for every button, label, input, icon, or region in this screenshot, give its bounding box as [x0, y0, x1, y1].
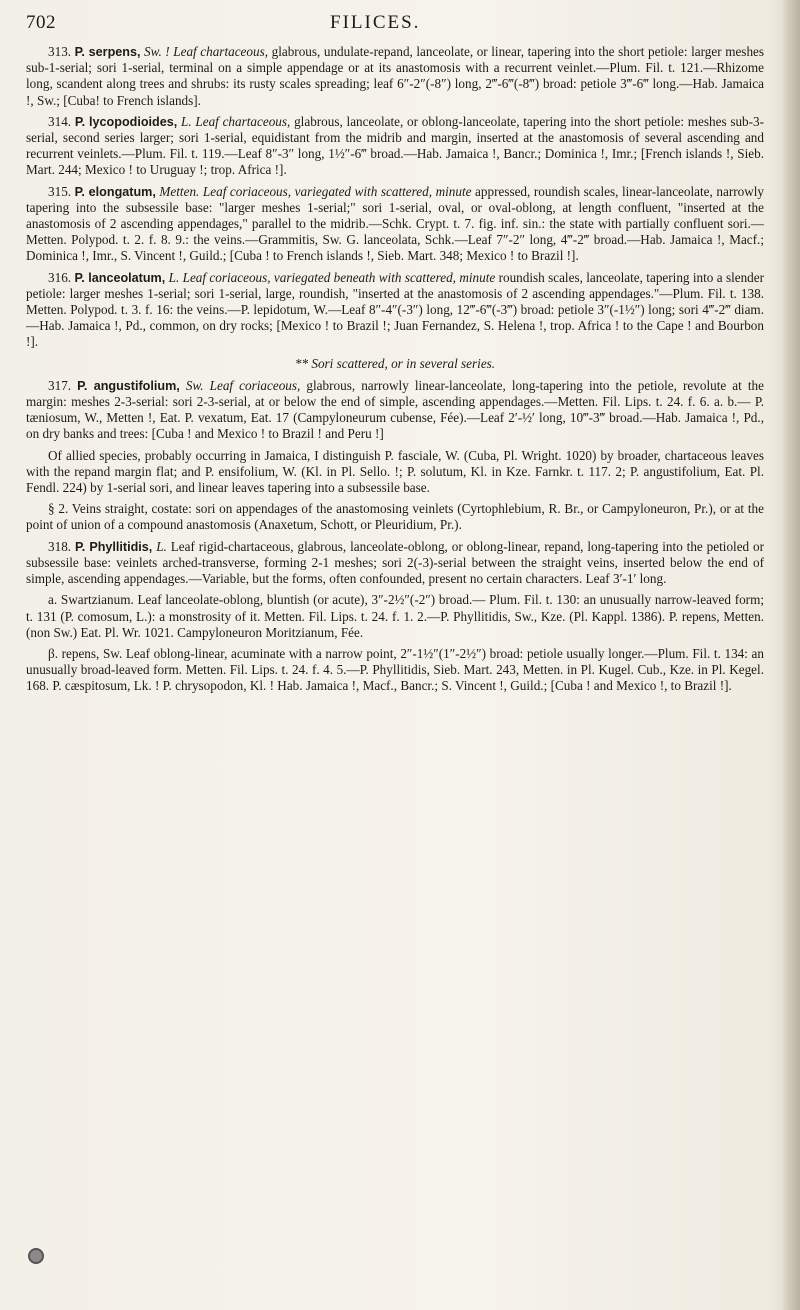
- species-diagnosis: Leaf coriaceous,: [209, 377, 301, 393]
- entry-text: appressed, roundish scales, linear-lanceolate, narrowly tapering into the subsessile base: "larger meshes 1-serial;" sori 1-serial, oval, or oval-oblong, at length confluent, "inserted at the anastomosis of 2 ascending appendages," parallel to the midrib.—Schk. Crypt. t. 7. fig. inf. sin.: the state with partially confluent sori.—Metten. Polypod. t. 2. f. 8. 9.: the veins.—Grammitis, Sw. G. lanceolata, Schk.—Leaf 7″-2″ long, 4‴-2‴ broad.—Hab. Jamaica !, Macf.; Dominica !, Imr., S. Vincent !, Guild.; [Cuba ! to French islands !, Sieb. Mart. 348; Mexico ! to Brazil !].: [26, 183, 765, 264]
- entry-315: [26, 184, 764, 265]
- variety-text: a. Swartzianum. Leaf lanceolate-oblong, bluntish (or acute), 3″-2½″(-2″) broad.— Plum. Fil. t. 130: an unusually narrow-leaved form; t. 131 (P. comosum, L.): a monstrosity of it. Metten. Fil. Lips. t. 24. f. 1. 2.—P. Phyllitidis, Sw., Kze. (Pl. Kappl. 1386). P. repens, Metten. (non Sw.) Eat. Pl. Wr. 1021. Campyloneuron Moritzianum, Fée.: [26, 592, 764, 640]
- species-diagnosis: Leaf chartaceous,: [173, 44, 269, 59]
- running-head: FILICES.: [330, 12, 421, 33]
- entry-318: [26, 539, 764, 588]
- entry-number: 313.: [48, 44, 72, 59]
- variety-beta: [26, 646, 764, 695]
- entry-text: roundish scales, lanceolate, tapering into a slender petiole: larger meshes 1-serial; sori 1-serial, large, roundish, "inserted at the anastomosis of 2 ascending appendages."—Plum. Fil. t. 138. Metten. Polypod. t. 3. f. 16: the veins.—P. lepidotum, W.—Leaf 8″-4″(-3″) long, 12‴-6‴(-3‴) broad: petiole 3″(-1½″) long; sori 4‴-2‴ diam.—Hab. Jamaica !, Pd., common, on dry rocks; [Mexico ! to Brazil !; Juan Fernandez, S. Helena !, trop. Africa ! to the Cape ! and Bourbon !].: [26, 269, 765, 350]
- section-text: § 2. Veins straight, costate: sori on appendages of the anastomosing veinlets (Cyrtophlebium, R. Br., or Campyloneuron, Pr.), or at the point of union of a compound anastomosis (Anaxetum, Schott, or Pleuridium, Pr.).: [26, 501, 764, 533]
- section-heading: [26, 501, 764, 533]
- species-diagnosis: Leaf chartaceous,: [195, 113, 291, 129]
- group-heading: ** Sori scattered, or in several series.: [294, 355, 496, 371]
- species-author: L.: [168, 269, 180, 285]
- entry-text: glabrous, undulate-repand, lanceolate, or linear, tapering into the short petiole: larger meshes sub-1-serial; sori 1-serial, terminal on a simple appendage or at its anastomosis with a recurrent veinlet.—Plum. Fil. t. 121.—Rhizome long, scandent along trees and shrubs: its rusty scales spreading; leaf 6″-2″(-8″) long, 2‴-6‴(-8‴) broad: petiole 3‴-6‴ long.—Hab. Jamaica !, Sw.; [Cuba! to French islands].: [26, 44, 765, 108]
- entry-text: Leaf rigid-chartaceous, glabrous, lanceolate-oblong, or oblong-linear, repand, long-tapering into the petioled or subsessile base: veinlets arched-transverse, forming 2-1 meshes; sori 2(-3)-serial between the straight veins, inserted below the end of simple, ascending appendages.—Variable, but the forms, often confounded, present no certain characters. Leaf 3′-1′ long.: [26, 538, 765, 587]
- species-name: P. Phyllitidis,: [74, 539, 153, 554]
- species-author: L.: [156, 538, 167, 554]
- page-number: 702: [26, 12, 56, 33]
- entry-text: glabrous, narrowly linear-lanceolate, long-tapering into the petiole, revolute at the margin: meshes 2-3-serial: sori 2-3-serial, at or below the end of simple, ascending appendages.—Metten. Fil. Lips. t. 24. f. 6. a. b.— P. tæniosum, W., Metten !, Eat. P. vexatum, Eat. 17 (Campyloneurum cubense, Fée).—Leaf 2′-½′ long, 10‴-3‴ broad.—Hab. Jamaica !, Pd., on dry banks and trees: [Cuba ! and Mexico ! to Brazil ! and Peru !]: [26, 377, 764, 442]
- page-header: [0, 12, 800, 40]
- species-diagnosis: Leaf coriaceous, variegated with scattered, minute: [202, 183, 472, 199]
- species-author: L.: [180, 113, 192, 129]
- variety-text: β. repens, Sw. Leaf oblong-linear, acuminate with a narrow point, 2″-1½″(1″-2½″) broad: petiole usually longer.—Plum. Fil. t. 134: an unusually broad-leaved form. Metten. Fil. Lips. t. 24. f. 4. 5.—P. Phyllitidis, Sieb. Mart. 243, Metten. in Pl. Kugel. Cub., Kze. in Pl. Kegel. 168. P. cæspitosum, Lk. ! P. chrysopodon, Kl. ! Hab. Jamaica !, Macf., Bancr.; S. Vincent !, Guild.; [Cuba ! and Mexico !, to Brazil !].: [26, 645, 764, 694]
- entry-number: 314.: [48, 113, 72, 129]
- species-name: P. angustifolium,: [77, 378, 180, 393]
- species-name: P. elongatum,: [74, 184, 156, 199]
- variety-alpha: [26, 592, 764, 641]
- note-text: Of allied species, probably occurring in Jamaica, I distinguish P. fasciale, W. (Cuba, Pl. Wright. 1020) by broader, chartaceous leaves with the repand margin flat; and P. ensifolium, W. (Kl. in Pl. Sello. !; P. solutum, Kl. in Kze. Farnkr. t. 117. 2; P. angustifolium, Eat. Pl. Fendl. 224) by 1-serial sori, and linear leaves tapering into a subsessile base.: [26, 447, 764, 496]
- entry-317: [26, 378, 764, 443]
- species-author: Metten.: [159, 183, 200, 199]
- species-diagnosis: Leaf coriaceous, variegated beneath with scattered, minute: [182, 269, 496, 285]
- species-name: P. lanceolatum,: [74, 270, 166, 285]
- species-author: Sw. !: [144, 44, 170, 59]
- entry-number: 315.: [48, 183, 72, 199]
- entry-number: 316.: [48, 269, 72, 285]
- ink-blot-mark: [28, 1248, 44, 1264]
- entry-text: glabrous, lanceolate, or oblong-lanceolate, tapering into the short petiole: meshes sub-3-serial, second series larger; sori 1-serial, equidistant from the midrib and margin, inserted at the anastomosis of several ascending and recurrent veinlets.—Plum. Fil. t. 119.—Leaf 8″-3″ long, 1½″-6‴ broad.—Hab. Jamaica !, Bancr.; Dominica !, Imr.; [French islands !, Sieb. Mart. 244; Mexico ! to Uruguay !; trop. Africa !].: [26, 113, 765, 178]
- page-edge-shadow: [782, 0, 800, 1310]
- species-author: Sw.: [185, 377, 204, 393]
- entry-314: [26, 114, 764, 179]
- page-body: [26, 44, 764, 700]
- entry-313: [26, 44, 764, 109]
- note-allied-species: [26, 448, 764, 497]
- species-name: P. serpens,: [74, 45, 141, 59]
- entry-316: [26, 270, 764, 351]
- entry-number: 317.: [48, 377, 72, 393]
- species-name: P. lycopodioides,: [74, 114, 178, 129]
- entry-number: 318.: [48, 538, 72, 554]
